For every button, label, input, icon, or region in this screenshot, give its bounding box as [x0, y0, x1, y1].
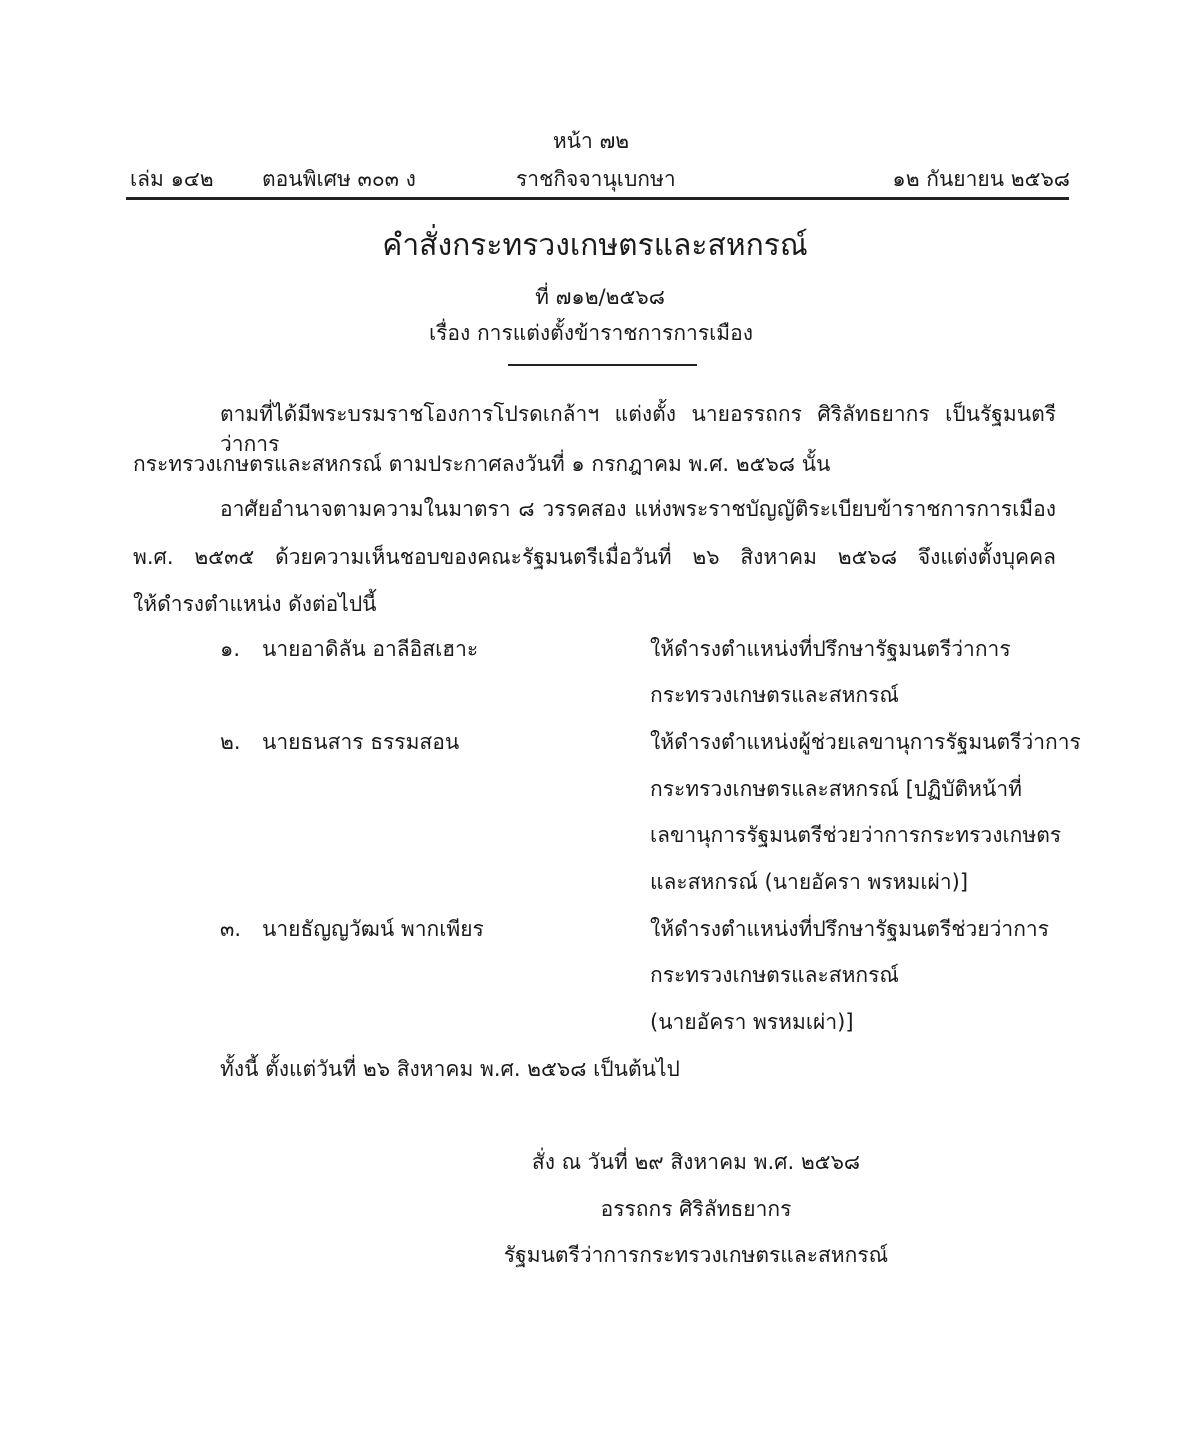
paragraph-line: พ.ศ. ๒๕๓๕ ด้วยความเห็นชอบของคณะรัฐมนตรีเมื่อวันที่ ๒๖ สิงหาคม ๒๕๖๘ จึงแต่งตั้งบุคคล [133, 545, 1056, 569]
paragraph-line: กระทรวงเกษตรและสหกรณ์ ตามประกาศลงวันที่ ๑ กรกฎาคม พ.ศ. ๒๕๖๘ นั้น [133, 452, 831, 476]
position-line: และสหกรณ์ (นายอัครา พรหมเผ่า)] [650, 870, 969, 894]
item-number: ๑. [220, 637, 241, 661]
gazette-name: ราชกิจจานุเบกษา [516, 167, 676, 191]
paragraph-line: ตามที่ได้มีพระบรมราชโองการโปรดเกล้าฯ แต่งตั้ง นายอรรถกร ศิริลัทธยากร เป็นรัฐมนตรีว่าการ [220, 402, 1056, 456]
effective-date: ทั้งนี้ ตั้งแต่วันที่ ๒๖ สิงหาคม พ.ศ. ๒๕๖๘ เป็นต้นไป [220, 1057, 680, 1081]
signatory-title: รัฐมนตรีว่าการกระทรวงเกษตรและสหกรณ์ [503, 1243, 889, 1267]
item-number: ๒. [220, 730, 241, 754]
gazette-date: ๑๒ กันยายน ๒๕๖๘ [892, 167, 1070, 191]
item-number: ๓. [220, 917, 242, 941]
volume: เล่ม ๑๔๒ [130, 167, 214, 191]
position-line: กระทรวงเกษตรและสหกรณ์ [ปฏิบัติหน้าที่ [650, 777, 1023, 801]
issue: ตอนพิเศษ ๓๐๓ ง [262, 167, 416, 191]
subject: เรื่อง การแต่งตั้งข้าราชการการเมือง [428, 321, 754, 345]
appointee-name: นายธัญญวัฒน์ พากเพียร [262, 917, 484, 941]
page-number: หน้า ๗๒ [552, 129, 630, 153]
paragraph-line: อาศัยอำนาจตามความในมาตรา ๘ วรรคสอง แห่งพระราชบัญญัติระเบียบข้าราชการการเมือง [220, 497, 1056, 521]
paragraph-line: ให้ดำรงตำแหน่ง ดังต่อไปนี้ [133, 592, 377, 616]
position-line: ให้ดำรงตำแหน่งผู้ช่วยเลขานุการรัฐมนตรีว่าการ [650, 730, 1081, 754]
position-line: กระทรวงเกษตรและสหกรณ์ [650, 963, 899, 987]
position-line: เลขานุการรัฐมนตรีช่วยว่าการกระทรวงเกษตร [650, 823, 1062, 847]
document-title: คำสั่งกระทรวงเกษตรและสหกรณ์ [382, 228, 808, 263]
title-divider [508, 364, 697, 366]
header-rule [126, 197, 1069, 200]
appointee-name: นายธนสาร ธรรมสอน [262, 730, 460, 754]
appointee-name: นายอาดิลัน อาลีอิสเฮาะ [262, 637, 479, 661]
position-line: ให้ดำรงตำแหน่งที่ปรึกษารัฐมนตรีว่าการ [650, 637, 1011, 661]
signature-date: สั่ง ณ วันที่ ๒๙ สิงหาคม พ.ศ. ๒๕๖๘ [531, 1150, 861, 1174]
order-number: ที่ ๗๑๒/๒๕๖๘ [535, 285, 665, 309]
position-line: (นายอัครา พรหมเผ่า)] [650, 1010, 854, 1034]
signatory-name: อรรถกร ศิริลัทธยากร [600, 1197, 792, 1221]
position-line: กระทรวงเกษตรและสหกรณ์ [650, 683, 899, 707]
position-line: ให้ดำรงตำแหน่งที่ปรึกษารัฐมนตรีช่วยว่าการ [650, 917, 1049, 941]
